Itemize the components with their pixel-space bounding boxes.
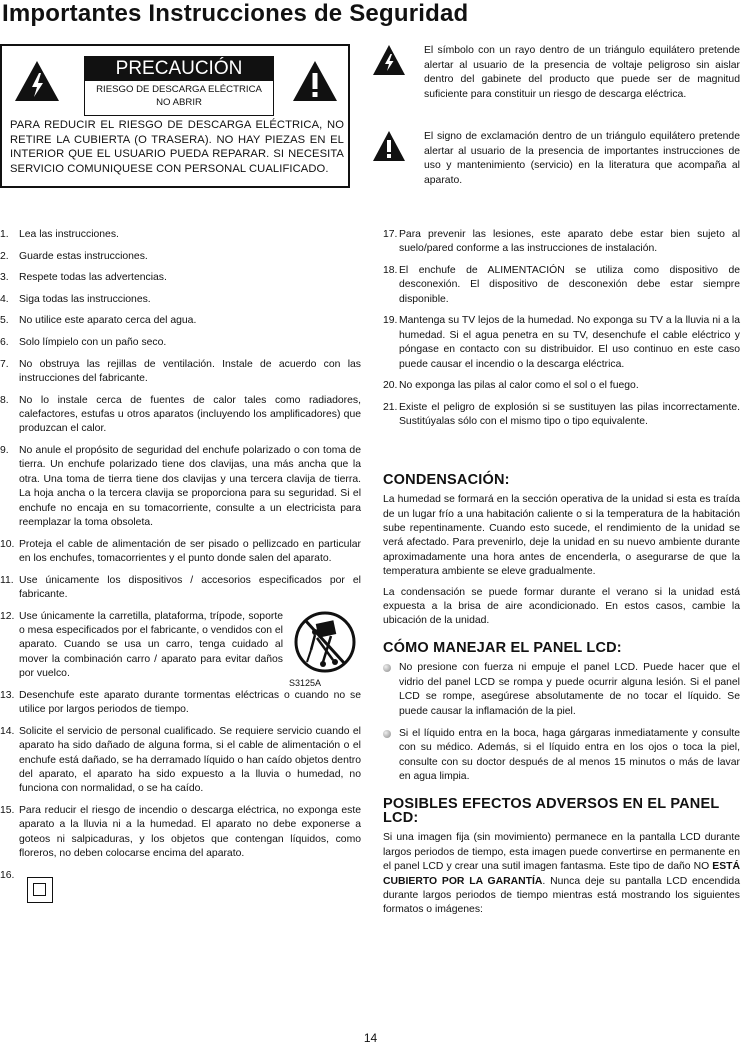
item-number: 15. bbox=[0, 805, 15, 817]
bullet-dot-icon bbox=[383, 664, 391, 672]
instruction-item bbox=[0, 228, 361, 242]
item-number: 4. bbox=[0, 293, 9, 305]
item-text: Para reducir el riesgo de incendio o descarga eléctrica, no exponga este aparato a la lluvia ni a la humedad. El aparato no debe exponerse a goteos ni salpicaduras, y los objetos que contengan líquidos, como floreros, no deben colocarse encima del aparato. bbox=[19, 805, 361, 860]
item-number: 20. bbox=[383, 380, 398, 392]
instruction-item bbox=[0, 394, 361, 437]
lightning-triangle-icon bbox=[372, 44, 406, 76]
warranty-notice: ESTÁ CUBIERTO POR LA GARANTÍA bbox=[383, 861, 740, 887]
instruction-item bbox=[0, 336, 361, 350]
instruction-item bbox=[0, 689, 361, 718]
instruction-item-double-insulation bbox=[0, 869, 361, 903]
lightning-symbol-explanation bbox=[372, 44, 740, 124]
item-number: 21. bbox=[383, 401, 398, 413]
instruction-item bbox=[383, 228, 740, 257]
lcd-handling-bullet-1 bbox=[383, 661, 740, 719]
item-text: Use únicamente la carretilla, plataforma, trípode, soporte o mesa especificados por el fabricante, o vendidos con el aparato. Cuando se usa un carro, tenga cuidado al mover la combinación carro / aparato para evitar daños por vuelco. bbox=[19, 610, 283, 680]
item-text: No lo instale cerca de fuentes de calor tales como radiadores, calefactores, estufas u otros aparatos (incluyendo los amplificadores) que produzcan el calor. bbox=[19, 394, 361, 435]
item-text: Proteja el cable de alimentación de ser pisado o pellizcado en particular en los enchufes, tomacorrientes y el punto donde salen del aparato. bbox=[19, 538, 361, 564]
exclamation-warning-icon bbox=[292, 60, 338, 102]
item-text: Respete todas las advertencias. bbox=[19, 272, 167, 284]
cart-warning-figure bbox=[289, 608, 361, 688]
caution-subtitle bbox=[85, 83, 273, 109]
instructions-right-column bbox=[383, 228, 740, 924]
item-number: 9. bbox=[0, 444, 9, 456]
caution-title: PRECAUCIÓN bbox=[85, 57, 273, 81]
item-text: No obstruya las rejillas de ventilación. Instale de acuerdo con las instrucciones del fabricante. bbox=[19, 358, 361, 384]
item-text: Solicite el servicio de personal cualificado. Se requiere servicio cuando el aparato ha sido dañado de alguna forma, si el cable de alimentación o el enchufe está dañado, se ha derramado líquido o han caído objetos dentro del aparato, el aparato ha sido expuesto a la lluvia o humedad, no funciona con normalidad, o se ha caído. bbox=[19, 725, 361, 795]
lcd-handling-heading: CÓMO MANEJAR EL PANEL LCD: bbox=[383, 639, 622, 656]
instruction-item-cart bbox=[0, 610, 361, 688]
instruction-item bbox=[383, 379, 740, 393]
exclamation-symbol-text: El signo de exclamación dentro de un triángulo equilátero pretende alertar al usuario de la presencia de importantes instrucciones de uso y mantenimiento (servicio) en la literatura que acompaña al aparato. bbox=[424, 131, 740, 186]
item-text: Use únicamente los dispositivos / accesorios especificados por el fabricante. bbox=[19, 574, 361, 600]
instruction-item bbox=[0, 250, 361, 264]
item-number: 5. bbox=[0, 315, 9, 327]
item-number: 14. bbox=[0, 725, 15, 737]
item-number: 7. bbox=[0, 358, 9, 370]
cart-code-label: S3125A bbox=[289, 677, 322, 688]
caution-subtitle-line-2: NO ABRIR bbox=[156, 97, 202, 108]
instruction-item bbox=[0, 314, 361, 328]
item-text: Mantenga su TV lejos de la humedad. No exponga su TV a la lluvia ni a la humedad. Si el agua penetra en su TV, desenchufe el cable eléctrico y póngase en contacto con su distribuidor. El uso continuo en este caso puede causar el incendio o la descarga eléctrica. bbox=[399, 315, 740, 370]
exclamation-triangle-icon bbox=[372, 130, 406, 162]
instruction-item bbox=[0, 293, 361, 307]
spacer bbox=[383, 437, 740, 473]
double-insulation-icon bbox=[27, 877, 53, 903]
item-text: Solo límpielo con un paño seco. bbox=[19, 336, 167, 348]
item-number: 6. bbox=[0, 336, 9, 348]
page-title: Importantes Instrucciones de Seguridad bbox=[2, 0, 469, 27]
instruction-item bbox=[383, 314, 740, 372]
item-number: 12. bbox=[0, 610, 15, 622]
item-text: Siga todas las instrucciones. bbox=[19, 293, 151, 305]
instruction-item bbox=[383, 401, 740, 430]
caution-box bbox=[0, 44, 350, 188]
cart-tip-over-icon bbox=[293, 608, 357, 678]
instruction-item bbox=[0, 444, 361, 530]
caution-body: PARA REDUCIR EL RIESGO DE DESCARGA ELÉCTRICA, NO RETIRE LA CUBIERTA (O TRASERA). NO HAY PIEZAS EN EL INTERIOR QUE EL USUARIO PUEDA REPARAR. SI NECESITA SERVICIO COMUNIQUESE CON PERSONAL CUALIFICADO. bbox=[10, 119, 344, 175]
item-number: 10. bbox=[0, 538, 15, 550]
item-text: No exponga las pilas al calor como el sol o el fuego. bbox=[399, 380, 639, 392]
item-number: 16. bbox=[0, 869, 15, 881]
item-number: 19. bbox=[383, 315, 398, 327]
lcd-effects-paragraph bbox=[383, 831, 740, 917]
item-number: 2. bbox=[0, 250, 9, 262]
instruction-item bbox=[0, 358, 361, 387]
item-text: No utilice este aparato cerca del agua. bbox=[19, 315, 197, 327]
condensation-paragraph-2: La condensación se puede formar durante el verano si la unidad está expuesta a la brisa de aire acondicionado. En estos casos, cambie la ubicación de la unidad. bbox=[383, 586, 740, 627]
item-number: 8. bbox=[0, 394, 9, 406]
item-number: 1. bbox=[0, 229, 9, 240]
item-number: 18. bbox=[383, 265, 398, 276]
bullet-text: No presione con fuerza ni empuje el panel LCD. Puede hacer que el vidrio del panel LCD se rompa y puede ocurrir alguna lesión. Si el panel LCD se rompe, asegúrese absolutamente de no tocar el líquido. Se puede causar la inflamación de la piel. bbox=[399, 662, 740, 717]
condensation-heading: CONDENSACIÓN: bbox=[383, 471, 510, 488]
bullet-dot-icon bbox=[383, 730, 391, 738]
instruction-item bbox=[0, 271, 361, 285]
instruction-item bbox=[0, 538, 361, 567]
bullet-text: Si el líquido entra en la boca, haga gárgaras inmediatamente y consulte con su médico. Además, si el líquido entra en los ojos o toca la piel, consulte con su doctor después de al menos 15 minutos o más de lavar en agua limpia. bbox=[399, 727, 740, 783]
lcd-effects-text-end: . Nunca deje su pantalla LCD encendida durante largos periodos de tiempo mientras está mostrando los siguientes formatos o imágenes: bbox=[383, 875, 740, 916]
lightning-warning-icon bbox=[14, 60, 60, 102]
item-text: Lea las instrucciones. bbox=[19, 229, 119, 240]
item-number: 13. bbox=[0, 689, 15, 701]
condensation-paragraph-1: La humedad se formará en la sección operativa de la unidad si esta es traída de un lugar frío a una habitación caliente o si la temperatura de la habitación sube repentinamente. Cuando esto sucede, el rendimiento de la unidad se verá afectado. Para prevenirlo, deje la unidad en su nuevo ambiente durante aproximadamente una hora antes de encenderla, o asegurarse de que la temperatura ambiente se eleve gradualmente. bbox=[383, 494, 740, 578]
item-text: Para prevenir las lesiones, este aparato debe estar bien sujeto al suelo/pared conforme a las instrucciones de instalación. bbox=[399, 229, 740, 255]
item-text: Guarde estas instrucciones. bbox=[19, 250, 148, 262]
exclamation-symbol-explanation bbox=[372, 130, 740, 192]
instruction-item bbox=[0, 725, 361, 797]
instruction-item bbox=[383, 264, 740, 307]
lcd-effects-heading: POSIBLES EFECTOS ADVERSOS EN EL PANEL LCD: bbox=[383, 795, 720, 826]
lcd-effects-text: Si una imagen fija (sin movimiento) permanece en la pantalla LCD durante largos periodos de tiempo, esta imagen puede convertirse en permanente en el panel LCD y crear una sutil imagen fantasma. Este tipo de daño NO bbox=[383, 832, 740, 873]
page-number: 14 bbox=[363, 1031, 378, 1045]
item-number: 3. bbox=[0, 272, 9, 284]
item-number: 17. bbox=[383, 229, 398, 240]
instructions-left-column bbox=[0, 228, 361, 910]
item-text: Existe el peligro de explosión si se sustituyen las pilas incorrectamente. Sustitúyalas sólo con el mismo tipo o tipo equivalente. bbox=[399, 401, 740, 428]
lightning-symbol-text: El símbolo con un rayo dentro de un triángulo equilátero pretende alertar al usuario de la presencia de voltaje peligroso sin aislar dentro del gabinete del producto que puede ser de magnitud suficiente para constituir un riesgo de descarga eléctrica. bbox=[424, 45, 740, 100]
item-number: 11. bbox=[0, 574, 14, 586]
item-text: El enchufe de ALIMENTACIÓN se utiliza como dispositivo de desconexión. El dispositivo de desconexión debe estar siempre disponible. bbox=[399, 265, 740, 305]
instruction-item bbox=[0, 574, 361, 603]
caution-subtitle-line-1: RIESGO DE DESCARGA ELÉCTRICA bbox=[96, 84, 262, 95]
caution-header bbox=[84, 56, 274, 116]
lcd-handling-bullet-2 bbox=[383, 727, 740, 785]
item-text: Desenchufe este aparato durante tormentas eléctricas o cuando no se utilice por largos periodos de tiempo. bbox=[19, 689, 361, 716]
item-text: No anule el propósito de seguridad del enchufe polarizado o con toma de tierra. Un enchufe polarizado tiene dos clavijas, una más ancha que la otra. Una toma de tierra tiene dos clavijas y una tercera clavija de tierra. La hoja ancha o la tercera clavija se proporciona para su seguridad. Si el enchufe no encaja en su tomacorriente, consulte a un electricista para reemplazar la toma obsoleta. bbox=[19, 444, 361, 528]
instruction-item bbox=[0, 804, 361, 862]
